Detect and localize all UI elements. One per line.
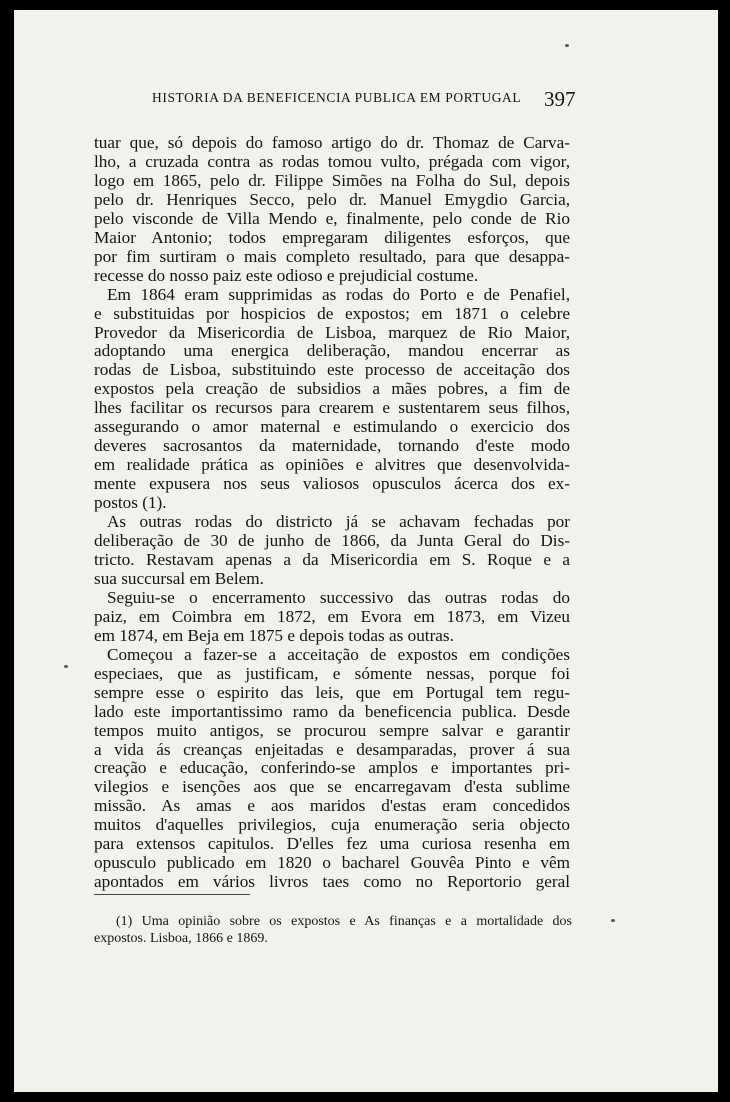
text-line: assegurando o amor maternal e estimulando o exercicio dos [94, 417, 570, 437]
footnote-rule [94, 894, 250, 895]
text-line: paiz, em Coimbra em 1872, em Evora em 1873, em Vizeu [94, 606, 570, 626]
scan-speck [611, 919, 615, 922]
text-line: pelo dr. Henriques Secco, pelo dr. Manuel Emygdio Garcia, [94, 189, 570, 209]
scan-speck [565, 44, 569, 47]
text-line: Começou a fazer-se a acceitação de expostos em condições [107, 644, 570, 664]
text-line: creação e educação, conferindo-se amplos e importantes pri- [94, 758, 570, 778]
text-line: As outras rodas do districto já se achavam fechadas por [107, 512, 570, 532]
text-line: em realidade prática as opiniões e alvitres que desenvolvida- [94, 455, 570, 475]
text-line: apontados em vários livros taes como no Reportorio geral [94, 872, 570, 892]
paragraph-3 [94, 513, 570, 589]
text-line: Seguiu-se o encerramento successivo das outras rodas do [107, 587, 570, 607]
page-number: 397 [544, 87, 576, 111]
footnote-line: (1) Uma opinião sobre os expostos e As finanças e a mortalidade dos [116, 914, 572, 929]
text-line: Maior Antonio; todos empregaram diligentes esforços, que [94, 227, 570, 247]
text-line: Provedor da Misericordia de Lisboa, marquez de Rio Maior, [94, 322, 570, 342]
text-line: recesse do nosso paiz este odioso e prejudicial costume. [94, 265, 479, 285]
text-line: mente expusera nos seus valiosos opusculos ácerca dos ex- [94, 474, 570, 494]
scan-speck [64, 665, 68, 668]
text-line: lado este importantissimo ramo da beneficencia publica. Desde [94, 701, 570, 721]
text-line: e substituidas por hospicios de expostos; em 1871 o celebre [94, 303, 570, 323]
text-line: lho, a cruzada contra as rodas tomou vulto, prégada com vigor, [94, 151, 570, 171]
paragraph-5 [94, 646, 570, 892]
text-line: tricto. Restavam apenas a da Misericordia em S. Roque e a [94, 549, 570, 569]
text-line: por fim surtiram o mais completo resultado, para que desappa- [94, 246, 570, 266]
text-line: lhes facilitar os recursos para crearem e sustentarem seus filhos, [94, 398, 570, 418]
text-line: deveres sacrosantos da maternidade, tornando d'este modo [94, 436, 570, 456]
footnote [94, 913, 572, 947]
text-line: adoptando uma energica deliberação, mandou encerrar as [94, 341, 570, 361]
text-line: opusculo publicado em 1820 o bacharel Gouvêa Pinto e vêm [94, 853, 570, 873]
text-line: expostos pela creação de subsidios a mães pobres, a fim de [94, 379, 570, 399]
text-line: pelo visconde de Villa Mendo e, finalmente, pelo conde de Rio [94, 208, 570, 228]
body-text [94, 134, 570, 892]
text-line: a vida ás creanças enjeitadas e desamparadas, prover á sua [94, 739, 570, 759]
text-line: logo em 1865, pelo dr. Filippe Simões na Folha do Sul, depois [94, 170, 570, 190]
text-line: Em 1864 eram supprimidas as rodas do Porto e de Penafiel, [107, 284, 570, 304]
paragraph-4 [94, 589, 570, 646]
text-line: tempos muito antigos, se procurou sempre salvar e garantir [94, 720, 570, 740]
text-line: muitos d'aquelles privilegios, cuja enumeração seria objecto [94, 815, 570, 835]
text-line: especiaes, que as justificam, e sómente nessas, porque foi [94, 663, 570, 683]
running-title: HISTORIA DA BENEFICENCIA PUBLICA EM PORTUGAL [152, 90, 522, 105]
text-line: missão. As amas e aos maridos d'estas eram concedidos [94, 796, 570, 816]
paragraph-1 [94, 134, 570, 286]
text-line: postos (1). [94, 493, 167, 513]
book-page [14, 10, 718, 1092]
text-line: para extensos capitulos. D'elles fez uma curiosa resenha em [94, 834, 570, 854]
text-line: tuar que, só depois do famoso artigo do dr. Thomaz de Carva- [94, 133, 570, 152]
text-line: vilegios e isenções aos que se encarregavam d'esta sublime [94, 777, 570, 797]
paragraph-2 [94, 286, 570, 513]
text-line: em 1874, em Beja em 1875 e depois todas as outras. [94, 625, 454, 645]
text-line: rodas de Lisboa, substituindo este processo de acceitação dos [94, 360, 570, 380]
text-line: sua succursal em Belem. [94, 568, 264, 588]
text-line: deliberação de 30 de junho de 1866, da Junta Geral do Dis- [94, 531, 570, 551]
text-line: sempre esse o espirito das leis, que em Portugal tem regu- [94, 682, 570, 702]
footnote-line: expostos. Lisboa, 1866 e 1869. [94, 931, 268, 946]
